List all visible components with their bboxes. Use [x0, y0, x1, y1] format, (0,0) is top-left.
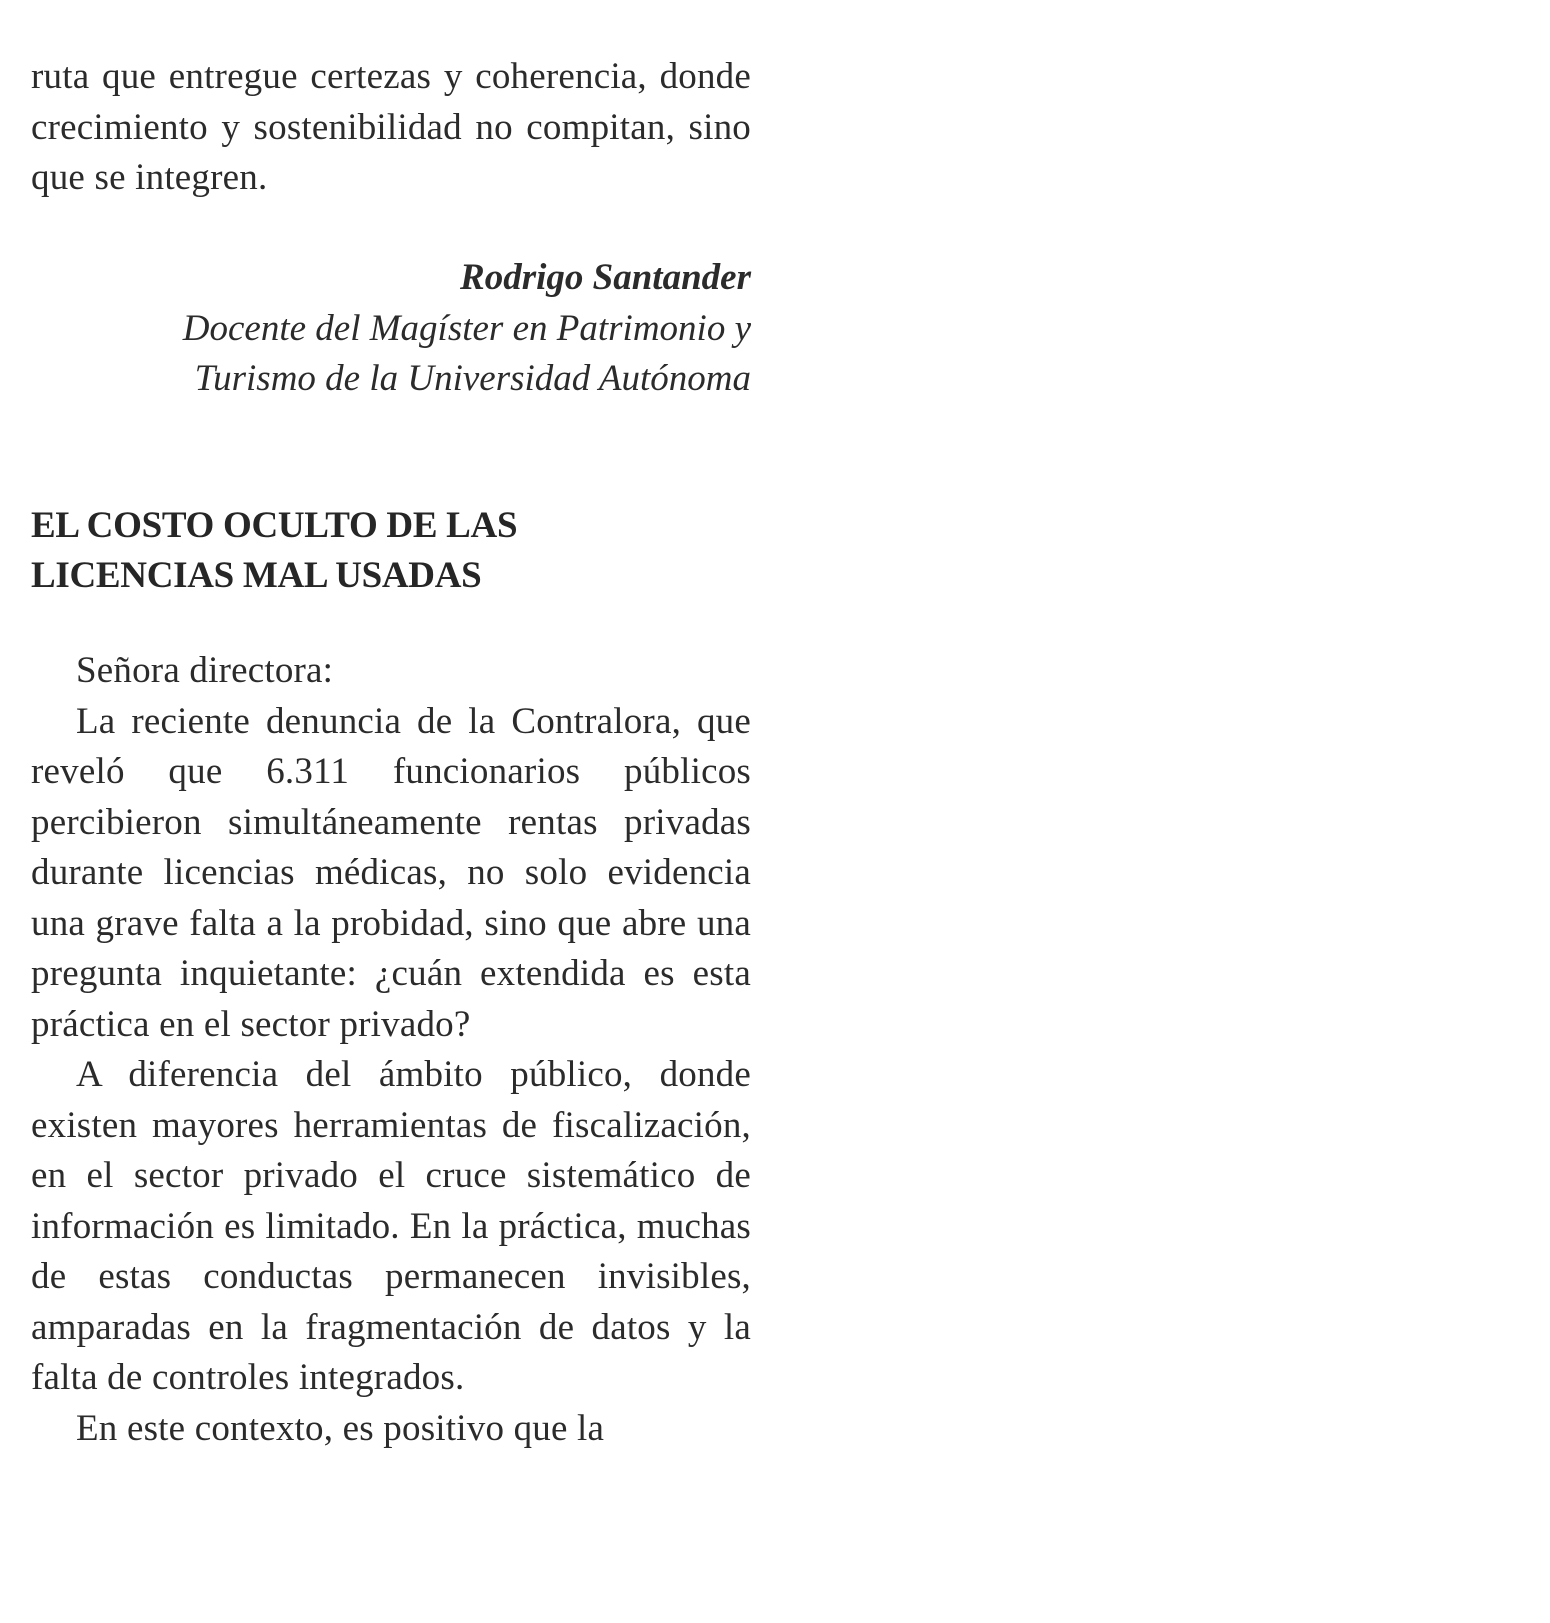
previous-letter-signature — [31, 253, 751, 405]
letter-paragraph-3: En este contexto, es positivo que la — [76, 1407, 605, 1449]
letter-paragraph-2: A diferencia del ámbito público, donde existen mayores herramientas de fiscalización, en el sector privado el cruce sistemático de información es limitado. En la práctica, muchas de estas conductas permanecen invisibles, amparadas en la fragmentación de datos y la falta de controles integrados. — [31, 1054, 751, 1398]
letter-body — [31, 646, 751, 1454]
letter-salutation: Señora directora: — [76, 650, 334, 691]
previous-letter-ending — [31, 52, 751, 204]
article-headline — [31, 501, 751, 601]
author-role-line-1: Docente del Magíster en Patrimonio y — [182, 307, 751, 349]
author-role-line-2: Turismo de la Universidad Autónoma — [194, 358, 751, 399]
author-name: Rodrigo Santander — [460, 257, 751, 298]
headline-line-1: EL COSTO OCULTO DE LAS — [31, 505, 518, 546]
headline-line-2: LICENCIAS MAL USADAS — [31, 555, 482, 596]
previous-letter-paragraph: ruta que entregue certezas y coherencia, donde crecimiento y sostenibilidad no compitan, sino que se integren. — [31, 56, 751, 198]
letter-paragraph-1: La reciente denuncia de la Contralora, que reveló que 6.311 funcionarios públicos percibieron simultáneamente rentas privadas durante licencias médicas, no solo evidencia una grave falta a la probidad, sino que abre una pregunta inquietante: ¿cuán extendida es esta práctica en el sector privado? — [31, 700, 751, 1045]
